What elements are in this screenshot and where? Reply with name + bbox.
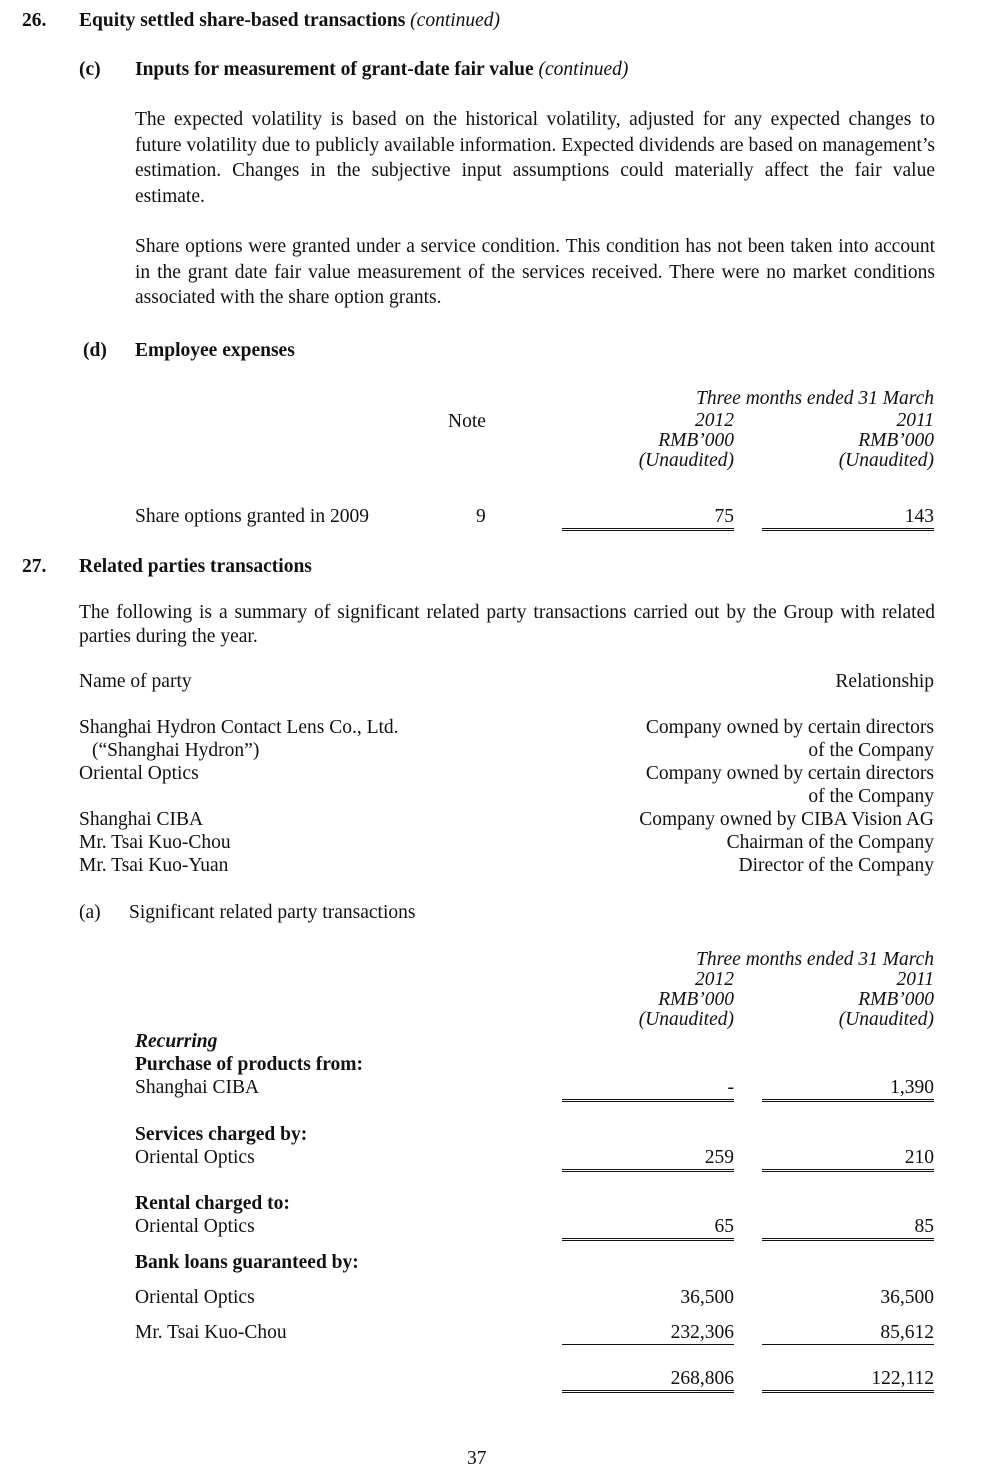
section-26-title: Equity settled share-based transactions bbox=[79, 10, 406, 31]
party-name: Mr. Tsai Kuo-Yuan bbox=[79, 855, 229, 876]
employee-col2-unit: RMB’000 bbox=[858, 430, 934, 451]
purchase-2011-value: 1,390 bbox=[762, 1078, 934, 1102]
subsection-a-title: Significant related party transactions bbox=[129, 902, 416, 923]
employee-col1-audit: (Unaudited) bbox=[638, 450, 734, 471]
employee-col2-audit: (Unaudited) bbox=[838, 450, 934, 471]
loans-party: Oriental Optics bbox=[135, 1287, 255, 1308]
loans-total-2012-value: 268,806 bbox=[562, 1369, 734, 1393]
transactions-col2-audit: (Unaudited) bbox=[838, 1009, 934, 1030]
loans-total-2011-value: 122,112 bbox=[762, 1369, 934, 1393]
party-relationship-cont: of the Company bbox=[808, 786, 934, 807]
page-number: 37 bbox=[467, 1448, 487, 1469]
party-name: Oriental Optics bbox=[79, 763, 199, 784]
party-relationship: Chairman of the Company bbox=[726, 832, 934, 853]
loans-party: Mr. Tsai Kuo-Chou bbox=[135, 1322, 287, 1343]
section-26-continued: (continued) bbox=[410, 10, 501, 31]
party-relationship: Company owned by certain directors bbox=[645, 717, 934, 738]
loans-oriental-2011-value: 36,500 bbox=[880, 1287, 934, 1308]
subsection-a-label: (a) bbox=[79, 902, 101, 923]
loans-tsai-2012-value: 232,306 bbox=[562, 1323, 734, 1345]
transactions-col2-year: 2011 bbox=[896, 969, 934, 990]
name-of-party-header: Name of party bbox=[79, 671, 192, 692]
section-27-title: Related parties transactions bbox=[79, 556, 312, 577]
subsection-c-heading bbox=[135, 60, 628, 80]
party-name-alias: (“Shanghai Hydron”) bbox=[92, 740, 260, 761]
rental-2011-value: 85 bbox=[762, 1217, 934, 1241]
services-2012-value: 259 bbox=[562, 1148, 734, 1172]
loans-oriental-2012-value: 36,500 bbox=[680, 1287, 734, 1308]
section-26-number: 26. bbox=[22, 10, 47, 31]
subsection-c-title: Inputs for measurement of grant-date fair value bbox=[135, 59, 534, 80]
purchase-2012-value: - bbox=[562, 1078, 734, 1102]
party-relationship-cont: of the Company bbox=[808, 740, 934, 761]
note-column-header: Note bbox=[448, 411, 486, 432]
purchase-party: Shanghai CIBA bbox=[135, 1077, 260, 1098]
subsection-d-title: Employee expenses bbox=[135, 340, 295, 361]
transactions-col1-header bbox=[562, 970, 734, 1030]
employee-col2-header bbox=[762, 411, 934, 471]
transactions-col2-unit: RMB’000 bbox=[858, 989, 934, 1010]
loans-heading: Bank loans guaranteed by: bbox=[135, 1252, 359, 1273]
transactions-col1-year: 2012 bbox=[695, 969, 734, 990]
transactions-period-header: Three months ended 31 March bbox=[696, 949, 934, 970]
relationship-header: Relationship bbox=[835, 671, 934, 692]
share-options-2012-value: 75 bbox=[562, 507, 734, 531]
transactions-col2-header bbox=[762, 970, 934, 1030]
employee-period-header: Three months ended 31 March bbox=[696, 388, 934, 409]
section-27-number: 27. bbox=[22, 556, 47, 577]
transactions-col1-audit: (Unaudited) bbox=[638, 1009, 734, 1030]
party-relationship: Director of the Company bbox=[738, 855, 934, 876]
party-name: Shanghai CIBA bbox=[79, 809, 204, 830]
loans-tsai-2011-value: 85,612 bbox=[762, 1323, 934, 1345]
share-options-2011-value: 143 bbox=[762, 507, 934, 531]
recurring-heading: Recurring bbox=[135, 1031, 218, 1052]
share-options-row-label: Share options granted in 2009 bbox=[135, 506, 369, 527]
employee-col2-year: 2011 bbox=[896, 410, 934, 431]
subsection-d-label: (d) bbox=[83, 340, 107, 361]
section-26-heading bbox=[79, 11, 500, 31]
employee-col1-header bbox=[562, 411, 734, 471]
purchase-heading: Purchase of products from: bbox=[135, 1054, 364, 1075]
transactions-col1-unit: RMB’000 bbox=[658, 989, 734, 1010]
party-relationship: Company owned by certain directors bbox=[645, 763, 934, 784]
party-name: Shanghai Hydron Contact Lens Co., Ltd. bbox=[79, 717, 399, 738]
subsection-c-continued: (continued) bbox=[538, 59, 629, 80]
services-party: Oriental Optics bbox=[135, 1147, 255, 1168]
rental-2012-value: 65 bbox=[562, 1217, 734, 1241]
party-relationship: Company owned by CIBA Vision AG bbox=[639, 809, 934, 830]
services-2011-value: 210 bbox=[762, 1148, 934, 1172]
party-name: Mr. Tsai Kuo-Chou bbox=[79, 832, 231, 853]
employee-col1-year: 2012 bbox=[695, 410, 734, 431]
subsection-c-label: (c) bbox=[79, 59, 101, 80]
rental-party: Oriental Optics bbox=[135, 1216, 255, 1237]
rental-heading: Rental charged to: bbox=[135, 1193, 290, 1214]
share-options-row-note: 9 bbox=[476, 506, 486, 527]
volatility-paragraph: The expected volatility is based on the historical volatility, adjusted for any expected changes to future volatility due to publicly available information. Expected dividends are based on management’s estimation. Changes in the subjective input assumptions could materially affect the fair value estimate. bbox=[135, 109, 935, 207]
employee-col1-unit: RMB’000 bbox=[658, 430, 734, 451]
services-heading: Services charged by: bbox=[135, 1124, 308, 1145]
service-condition-paragraph: Share options were granted under a service condition. This condition has not been taken into account in the grant date fair value measurement of the services received. There were no market conditions associated with the share option grants. bbox=[135, 236, 935, 308]
related-parties-intro: The following is a summary of significant related party transactions carried out by the Group with related parties during the year. bbox=[79, 602, 935, 647]
